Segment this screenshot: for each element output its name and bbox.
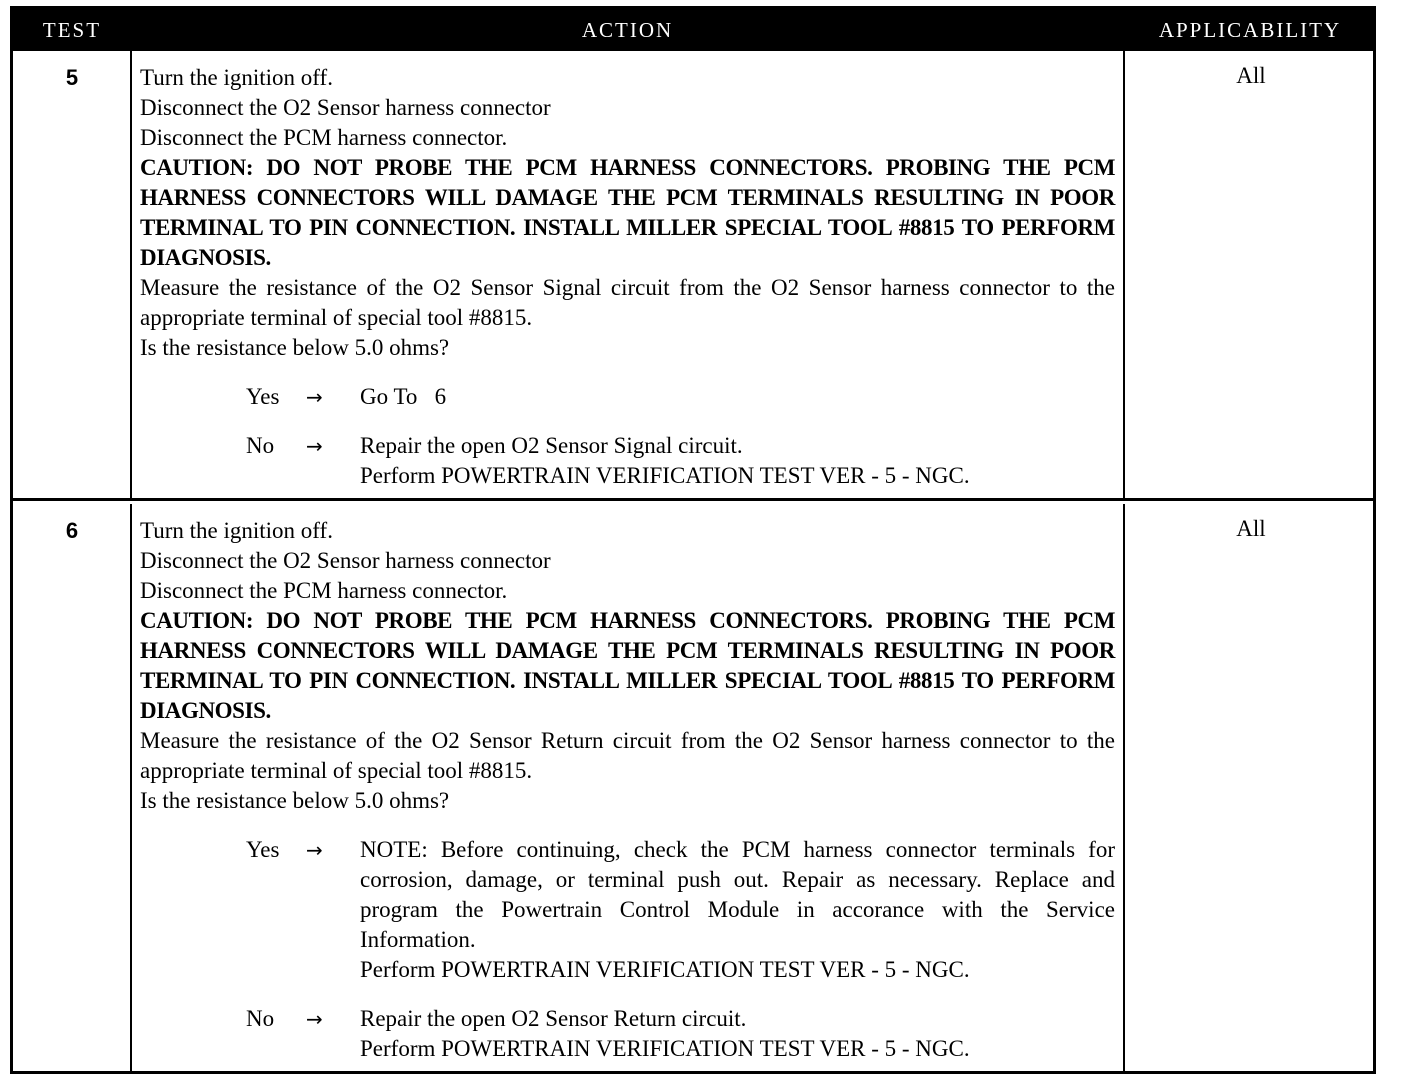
answer-list <box>140 382 1115 491</box>
question: Is the resistance below 5.0 ohms? <box>140 335 450 360</box>
yes-label: Yes <box>246 384 280 409</box>
yes-note: NOTE: Before continuing, check the PCM harness connector terminals for corrosion, damage, or terminal push out. Repair as necessary. Replace and program the Powertrain Control Module in accorance with the Service Information. <box>360 837 1115 952</box>
arrow-right-icon: → <box>306 838 323 862</box>
yes-body <box>360 382 1115 412</box>
column-divider <box>1123 504 1125 1071</box>
yes-body <box>360 835 1115 985</box>
arrow-right-icon: → <box>306 1007 323 1031</box>
table-row <box>13 504 1373 1071</box>
action-step: Disconnect the PCM harness connector. <box>140 125 508 150</box>
answer-yes <box>140 382 1115 412</box>
action-step: Disconnect the PCM harness connector. <box>140 578 508 603</box>
applicability-value: All <box>1236 63 1266 88</box>
table-row <box>13 51 1373 501</box>
caution-text: CAUTION: DO NOT PROBE THE PCM HARNESS CONNECTORS. PROBING THE PCM HARNESS CONNECTORS WILL DAMAGE THE PCM TERMINALS RESULTING IN POOR TERMINAL TO PIN CONNECTION. INSTALL MILLER SPECIAL TOOL #8815 TO PERFORM DIAGNOSIS. <box>140 155 1115 270</box>
header-test: TEST <box>42 18 102 42</box>
column-divider <box>130 51 132 498</box>
no-line: Repair the open O2 Sensor Return circuit. <box>360 1006 747 1031</box>
column-divider <box>1123 51 1125 498</box>
action-cell <box>140 516 1115 1083</box>
action-step: Disconnect the O2 Sensor harness connector <box>140 548 551 573</box>
arrow-right-icon: → <box>306 434 323 458</box>
yes-line: Perform POWERTRAIN VERIFICATION TEST VER - 5 - NGC. <box>360 957 970 982</box>
no-body <box>360 431 1115 491</box>
action-step: Disconnect the O2 Sensor harness connector <box>140 95 551 120</box>
caution-text: CAUTION: DO NOT PROBE THE PCM HARNESS CONNECTORS. PROBING THE PCM HARNESS CONNECTORS WILL DAMAGE THE PCM TERMINALS RESULTING IN POOR TERMINAL TO PIN CONNECTION. INSTALL MILLER SPECIAL TOOL #8815 TO PERFORM DIAGNOSIS. <box>140 608 1115 723</box>
no-line: Perform POWERTRAIN VERIFICATION TEST VER - 5 - NGC. <box>360 463 970 488</box>
answer-no <box>140 431 1115 491</box>
action-cell <box>140 63 1115 510</box>
action-step: Turn the ignition off. <box>140 65 333 90</box>
diagnostic-test-table <box>10 6 1376 1074</box>
question: Is the resistance below 5.0 ohms? <box>140 788 450 813</box>
arrow-right-icon: → <box>306 385 323 409</box>
table-header <box>13 9 1373 51</box>
no-label: No <box>246 1006 275 1031</box>
yes-label: Yes <box>246 837 280 862</box>
no-line: Repair the open O2 Sensor Signal circuit. <box>360 433 743 458</box>
no-body <box>360 1004 1115 1064</box>
no-line: Perform POWERTRAIN VERIFICATION TEST VER - 5 - NGC. <box>360 1036 970 1061</box>
measure-instruction: Measure the resistance of the O2 Sensor Signal circuit from the O2 Sensor harness connector to the appropriate terminal of special tool #8815. <box>140 275 1115 330</box>
yes-goto: Go To 6 <box>360 384 447 409</box>
column-divider <box>130 504 132 1071</box>
answer-no <box>140 1004 1115 1064</box>
header-action: ACTION <box>581 18 674 42</box>
applicability-value: All <box>1236 516 1266 541</box>
no-label: No <box>246 433 275 458</box>
action-step: Turn the ignition off. <box>140 518 333 543</box>
answer-list <box>140 835 1115 1064</box>
header-applicability: APPLICABILITY <box>1158 18 1342 42</box>
measure-instruction: Measure the resistance of the O2 Sensor Return circuit from the O2 Sensor harness connector to the appropriate terminal of special tool #8815. <box>140 728 1115 783</box>
answer-yes <box>140 835 1115 985</box>
test-number: 6 <box>65 518 79 543</box>
test-number: 5 <box>65 65 79 90</box>
